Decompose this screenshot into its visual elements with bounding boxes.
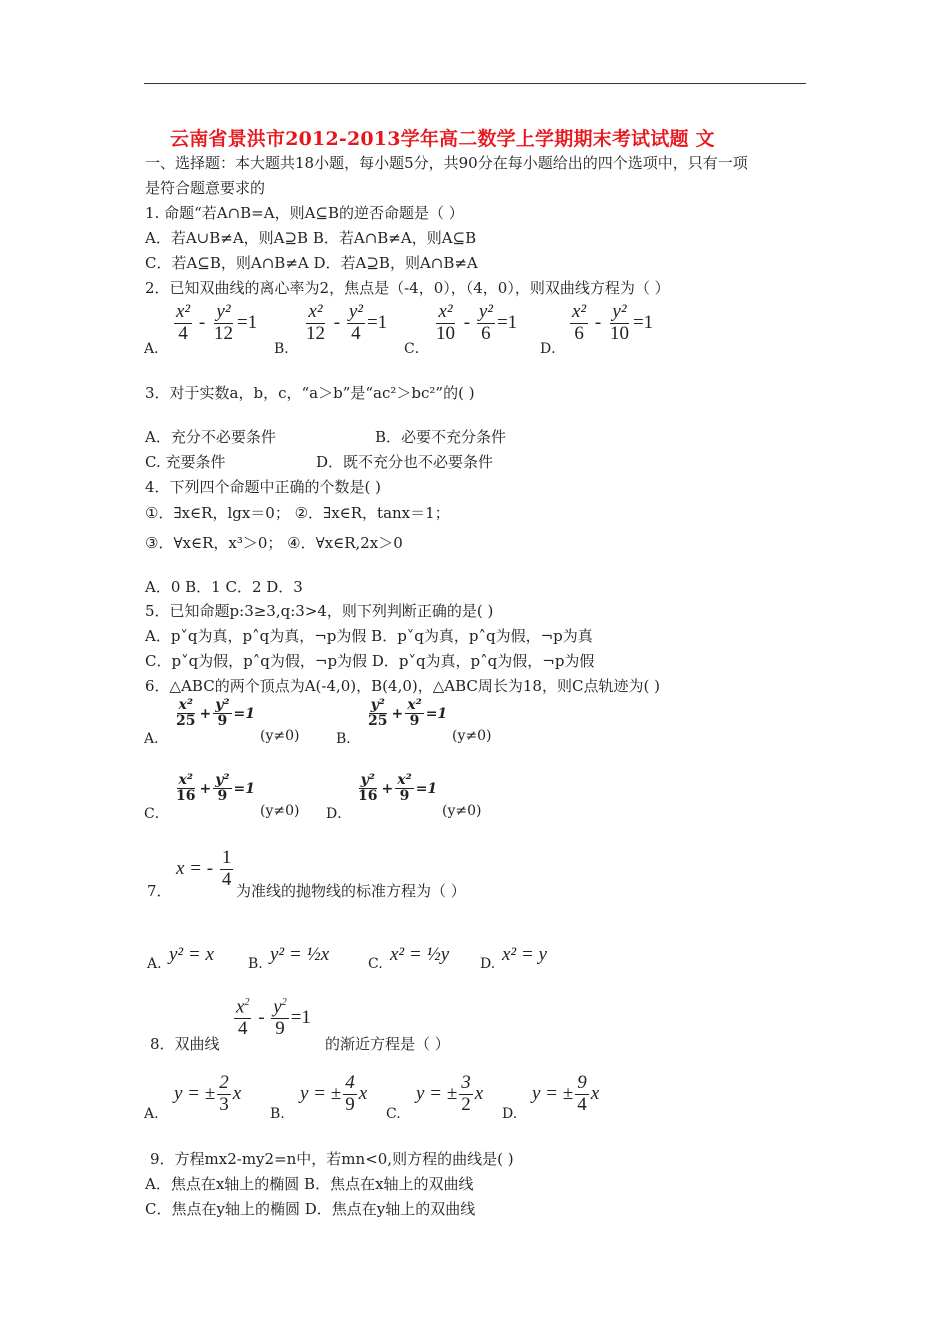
- q8-slope-denominator: 2: [461, 1093, 471, 1115]
- q6-term-1-numerator: y²: [360, 772, 375, 788]
- question-8-option-equation: [532, 1073, 599, 1116]
- q2-term-1: [434, 302, 457, 345]
- plus-sign: +: [199, 705, 212, 722]
- q2-term-1-numerator: x²: [176, 301, 191, 322]
- question-2-option-label: D．: [540, 341, 566, 357]
- q2-term-1-denominator: 12: [306, 322, 325, 344]
- question-3-option-c: C. 充要条件: [145, 453, 226, 471]
- question-6-option-condition: (y≠0): [452, 728, 492, 744]
- q8-slope-denominator: 3: [219, 1093, 229, 1115]
- question-2-option-equation: [302, 302, 387, 345]
- question-7-option-label: B.: [248, 956, 263, 972]
- q2-term-1: [304, 302, 327, 345]
- equals-one: =1: [366, 311, 388, 333]
- question-5-options-cd: C．p˅q为假，p˄q为假，¬p为假 D．p˅q为真，p˄q为假，¬p为假: [145, 652, 595, 670]
- question-8: 的渐近方程是（ ）: [325, 1035, 450, 1053]
- question-7-numerator: 1: [221, 847, 232, 868]
- q6-term-1-denominator: 16: [358, 788, 378, 805]
- q6-term-2-denominator: 9: [399, 788, 410, 805]
- question-8-option-label: A.: [144, 1106, 159, 1122]
- q2-term-1-numerator: x²: [308, 301, 323, 322]
- question-8-option-equation: [416, 1073, 483, 1116]
- question-1: 1. 命题“若A∩B=A，则A⊆B的逆否命题是（ ）: [145, 204, 464, 222]
- q6-term-1: [174, 773, 197, 805]
- q8-slope-numerator: 2: [219, 1072, 229, 1093]
- q2-term-2-numerator: y²: [348, 301, 363, 322]
- q6-term-1-denominator: 25: [368, 713, 388, 730]
- question-6-option-condition: (y≠0): [442, 803, 482, 819]
- q8-slope: [343, 1073, 357, 1116]
- question-8-option-label: D.: [502, 1106, 518, 1122]
- question-9-options-ab: A．焦点在x轴上的椭圆 B．焦点在x轴上的双曲线: [145, 1175, 474, 1193]
- equals-one: =1: [425, 705, 448, 722]
- q2-term-2-numerator: y²: [216, 301, 231, 322]
- q6-term-2: [405, 698, 423, 730]
- q2-term-2-denominator: 12: [213, 322, 233, 344]
- question-1-options-cd: C．若A⊆B，则A∩B≠A D．若A⊇B，则A∩B≠A: [145, 254, 478, 272]
- question-6-option-equation: [364, 698, 447, 730]
- question-5-options-ab: A．p˅q为真，p˄q为真，¬p为假 B．p˅q为真，p˄q为假，¬p为真: [145, 627, 593, 645]
- page-title: 云南省景洪市2012-2013学年高二数学上学期期末考试试题 文: [170, 128, 715, 150]
- q6-term-2: [213, 698, 231, 730]
- question-7-option-equation: x² = y: [502, 944, 547, 965]
- question-6-option-label: C．: [144, 806, 169, 822]
- q2-term-2-denominator: 10: [609, 322, 629, 344]
- question-3-option-a: A．充分不必要条件: [145, 428, 276, 446]
- question-7-option-equation: y² = ½x: [270, 944, 330, 965]
- question-4-line-1: ①．∃x∈R，lgx＝0； ②．∃x∈R，tanx＝1；: [145, 504, 450, 522]
- q2-term-2: [608, 302, 631, 345]
- header-rule: [144, 83, 806, 84]
- q2-term-2-denominator: 6: [481, 322, 491, 344]
- q2-term-2: [477, 302, 495, 345]
- question-9-options-cd: C．焦点在y轴上的椭圆 D．焦点在y轴上的双曲线: [145, 1200, 476, 1218]
- question-7-denominator: 4: [221, 868, 232, 890]
- asymptote-prefix: y = ±: [532, 1082, 574, 1104]
- q2-term-1-denominator: 4: [178, 322, 188, 344]
- asymptote-suffix: x: [358, 1082, 368, 1104]
- question-6-option-condition: (y≠0): [260, 728, 300, 744]
- question-1-options-ab: A．若A∪B≠A，则A⊇B B．若A∩B≠A，则A⊆B: [145, 229, 477, 247]
- q6-term-2: [395, 773, 413, 805]
- q2-term-1-numerator: x²: [438, 301, 453, 322]
- q8-slope: [459, 1073, 473, 1116]
- question-7-option-equation: y² = x: [169, 944, 214, 965]
- q6-term-2-denominator: 9: [409, 713, 420, 730]
- q6-term-1: [366, 698, 389, 730]
- question-4-options: A．0 B．1 C．2 D．3: [145, 578, 303, 596]
- question-6-option-label: A．: [144, 731, 169, 747]
- question-8-equation: $\frac{x^2}{4}$ - $\frac{y^2}{9}$ =1: [236, 996, 311, 1040]
- equals-one: =1: [233, 780, 255, 797]
- question-2-option-label: A．: [144, 341, 169, 357]
- question-7-option-label: C.: [368, 956, 383, 972]
- q2-term-1: [174, 302, 192, 345]
- plus-sign: +: [199, 780, 212, 797]
- asymptote-suffix: x: [232, 1082, 242, 1104]
- q2-term-1-denominator: 10: [436, 322, 455, 344]
- q2-term-1: [570, 302, 588, 345]
- q6-term-1-numerator: x²: [178, 697, 193, 713]
- q2-term-2-numerator: y²: [612, 301, 627, 322]
- question-6-option-equation: [172, 773, 255, 805]
- q6-term-2-denominator: 9: [217, 713, 228, 730]
- minus-sign: -: [590, 311, 606, 333]
- q2-term-1-numerator: x²: [572, 301, 587, 322]
- q8-slope: [575, 1073, 589, 1116]
- minus-sign: -: [194, 311, 210, 333]
- question-2: 2．已知双曲线的离心率为2，焦点是（-4，0），（4，0），则双曲线方程为（ ）: [145, 279, 670, 297]
- question-2-option-label: C．: [404, 341, 429, 357]
- equals-one: =1: [632, 311, 654, 333]
- question-7-number: 7．: [147, 882, 172, 900]
- question-7-option-label: A.: [147, 956, 162, 972]
- q6-term-1-denominator: 25: [176, 713, 196, 730]
- equals-one: =1: [496, 311, 518, 333]
- equals-one: =1: [236, 311, 258, 333]
- q6-term-2-numerator: x²: [397, 772, 412, 788]
- asymptote-prefix: y = ±: [174, 1082, 216, 1104]
- question-9: 9．方程mx2-my2=n中，若mn<0,则方程的曲线是( ): [150, 1150, 514, 1168]
- q6-term-2-numerator: y²: [215, 697, 230, 713]
- q6-term-1-numerator: y²: [370, 697, 385, 713]
- question-7-option-equation: x² = ½y: [390, 944, 450, 965]
- minus-sign: -: [459, 311, 475, 333]
- asymptote-prefix: y = ±: [416, 1082, 458, 1104]
- plus-sign: +: [381, 780, 394, 797]
- question-2-option-equation: [568, 302, 653, 345]
- q8-slope-numerator: 3: [461, 1072, 471, 1093]
- q8-slope-denominator: 4: [577, 1093, 587, 1115]
- question-7-option-label: D.: [480, 956, 496, 972]
- asymptote-suffix: x: [474, 1082, 484, 1104]
- q6-term-2-numerator: y²: [215, 772, 230, 788]
- asymptote-suffix: x: [590, 1082, 600, 1104]
- q6-term-1: [174, 698, 197, 730]
- question-3-option-d: D．既不充分也不必要条件: [316, 453, 494, 471]
- question-7-directrix: [176, 848, 235, 891]
- q6-term-1: [356, 773, 379, 805]
- plus-sign: +: [391, 705, 404, 722]
- question-7: 为准线的抛物线的标准方程为（ ）: [236, 882, 466, 900]
- minus-sign: -: [329, 311, 345, 333]
- equals-one: =1: [233, 705, 255, 722]
- q2-term-2: [212, 302, 235, 345]
- question-6-option-label: D．: [326, 806, 352, 822]
- q6-term-2-denominator: 9: [217, 788, 228, 805]
- q6-term-2-numerator: x²: [407, 697, 422, 713]
- question-8-option-equation: [300, 1073, 367, 1116]
- question-6-option-equation: [172, 698, 255, 730]
- question-8-option-equation: [174, 1073, 241, 1116]
- question-8-option-label: B.: [270, 1106, 285, 1122]
- q6-term-2: [213, 773, 231, 805]
- q2-term-1-denominator: 6: [574, 322, 584, 344]
- question-2-option-label: B．: [274, 341, 299, 357]
- asymptote-prefix: y = ±: [300, 1082, 342, 1104]
- q2-term-2: [347, 302, 365, 345]
- question-6-option-label: B．: [336, 731, 361, 747]
- question-6-option-condition: (y≠0): [260, 803, 300, 819]
- question-3-option-b: B．必要不充分条件: [375, 428, 507, 446]
- intro-line-2: 是符合题意要求的: [145, 179, 266, 197]
- q6-term-1-numerator: x²: [178, 772, 193, 788]
- question-6-option-equation: [354, 773, 437, 805]
- question-3: 3．对于实数a，b，c，“a＞b”是“ac²＞bc²”的( ): [145, 384, 475, 402]
- q2-term-2-denominator: 4: [351, 322, 361, 344]
- question-5: 5．已知命题p:3≥3,q:3>4，则下列判断正确的是( ): [145, 602, 494, 620]
- equals-one: =1: [415, 780, 438, 797]
- question-4: 4．下列四个命题中正确的个数是( ): [145, 478, 382, 496]
- q8-slope-denominator: 9: [345, 1093, 355, 1115]
- q8-slope-numerator: 9: [577, 1072, 587, 1093]
- question-2-option-equation: [172, 302, 257, 345]
- question-8-option-label: C.: [386, 1106, 401, 1122]
- question-8-number: 8．双曲线: [150, 1035, 220, 1053]
- question-6: 6．△ABC的两个顶点为A(-4,0)，B(4,0)，△ABC周长为18，则C点轨迹为( ): [145, 677, 660, 695]
- q6-term-1-denominator: 16: [176, 788, 196, 805]
- question-7-lhs: x = -: [176, 857, 214, 879]
- q2-term-2-numerator: y²: [478, 301, 493, 322]
- intro-line-1: 一、选择题：本大题共18小题，每小题5分，共90分在每小题给出的四个选项中，只有一项: [145, 154, 748, 172]
- q8-slope-numerator: 4: [345, 1072, 355, 1093]
- question-4-line-2: ③．∀x∈R，x³＞0； ④．∀x∈R,2x＞0: [145, 534, 403, 552]
- q8-slope: [217, 1073, 231, 1116]
- question-2-option-equation: [432, 302, 517, 345]
